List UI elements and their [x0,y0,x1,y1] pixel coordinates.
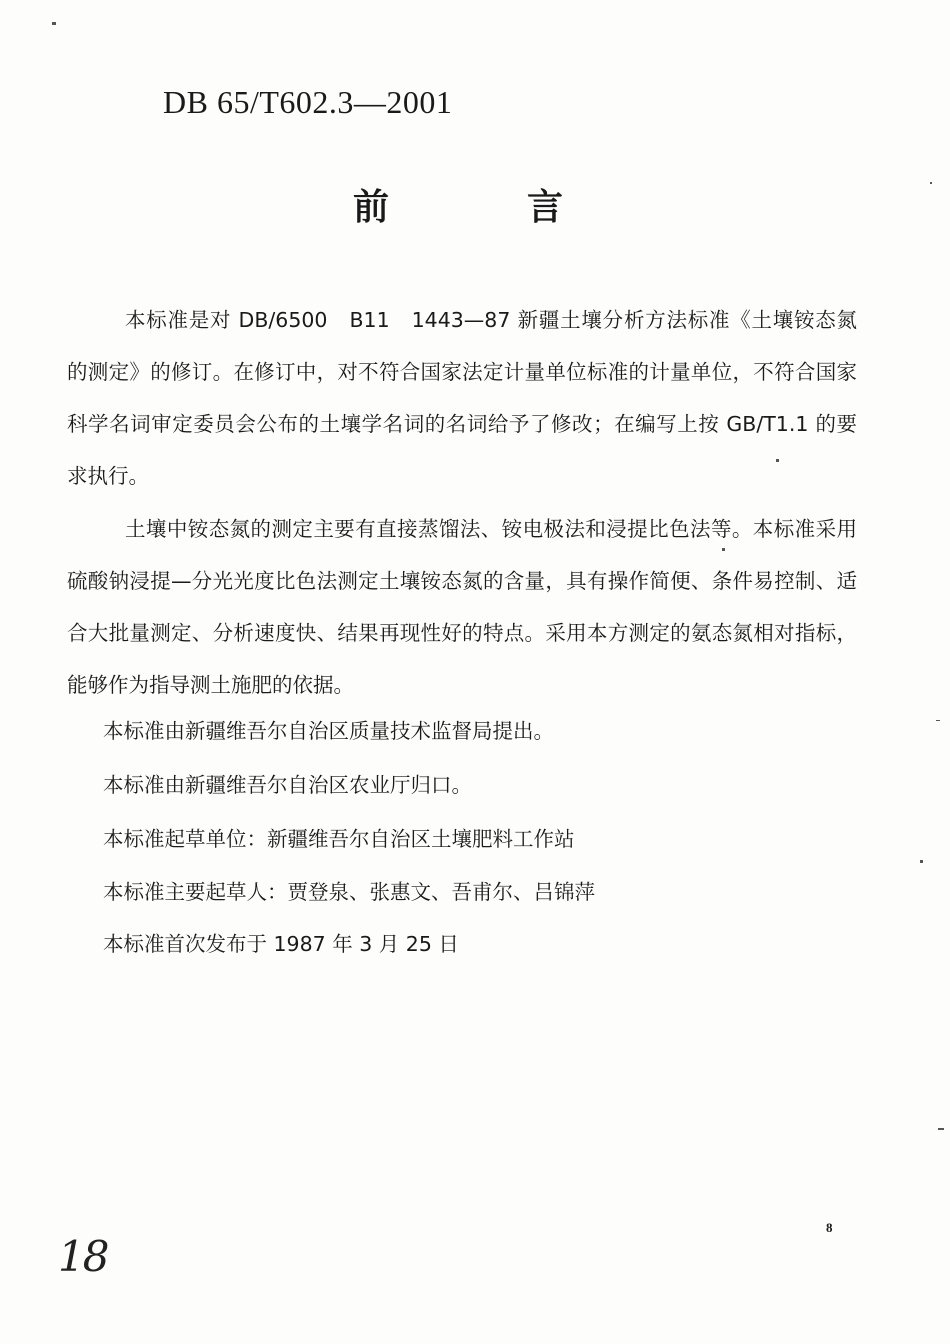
first-issued-line: 本标准首次发布于 1987 年 3 月 25 日 [103,932,459,956]
scan-speck [936,720,940,721]
page-title-char-1: 前 [353,187,390,228]
drafting-unit-line: 本标准起草单位：新疆维吾尔自治区土壤肥料工作站 [103,827,575,851]
scan-speck [930,182,932,184]
proposed-by-line: 本标准由新疆维吾尔自治区质量技术监督局提出。 [103,719,554,743]
scan-speck [52,22,56,25]
centralized-by-line: 本标准由新疆维吾尔自治区农业厅归口。 [103,773,472,797]
scan-speck [938,1128,944,1130]
foreword-paragraph-methods: 土壤中铵态氮的测定主要有直接蒸馏法、铵电极法和浸提比色法等。本标准采用硫酸钠浸提—分光光度比色法测定土壤铵态氮的含量，具有操作简便、条件易控制、适合大批量测定、分析速度快、结果再现性好的特点。采用本方测定的氨态氮相对指标，能够作为指导测土施肥的依据。 [67,517,857,697]
main-drafters-line: 本标准主要起草人：贾登泉、张惠文、吾甫尔、吕锦萍 [103,880,595,904]
scan-speck [776,459,779,462]
standard-code: DB 65/T602.3—2001 [163,84,453,120]
scan-speck [920,860,923,863]
page-title-char-2: 言 [527,187,564,228]
scan-speck [722,548,725,551]
handwritten-page-note: 18 [58,1232,108,1281]
page-number: 8 [826,1220,833,1235]
foreword-paragraph-revision: 本标准是对 DB/6500 B11 1443—87 新疆土壤分析方法标准《土壤铵态氮的测定》的修订。在修订中，对不符合国家法定计量单位标准的计量单位，不符合国家科学名词审定委员会公布的土壤学名词的名词给予了修改；在编写上按 GB/T1.1 的要求执行。 [67,308,857,488]
